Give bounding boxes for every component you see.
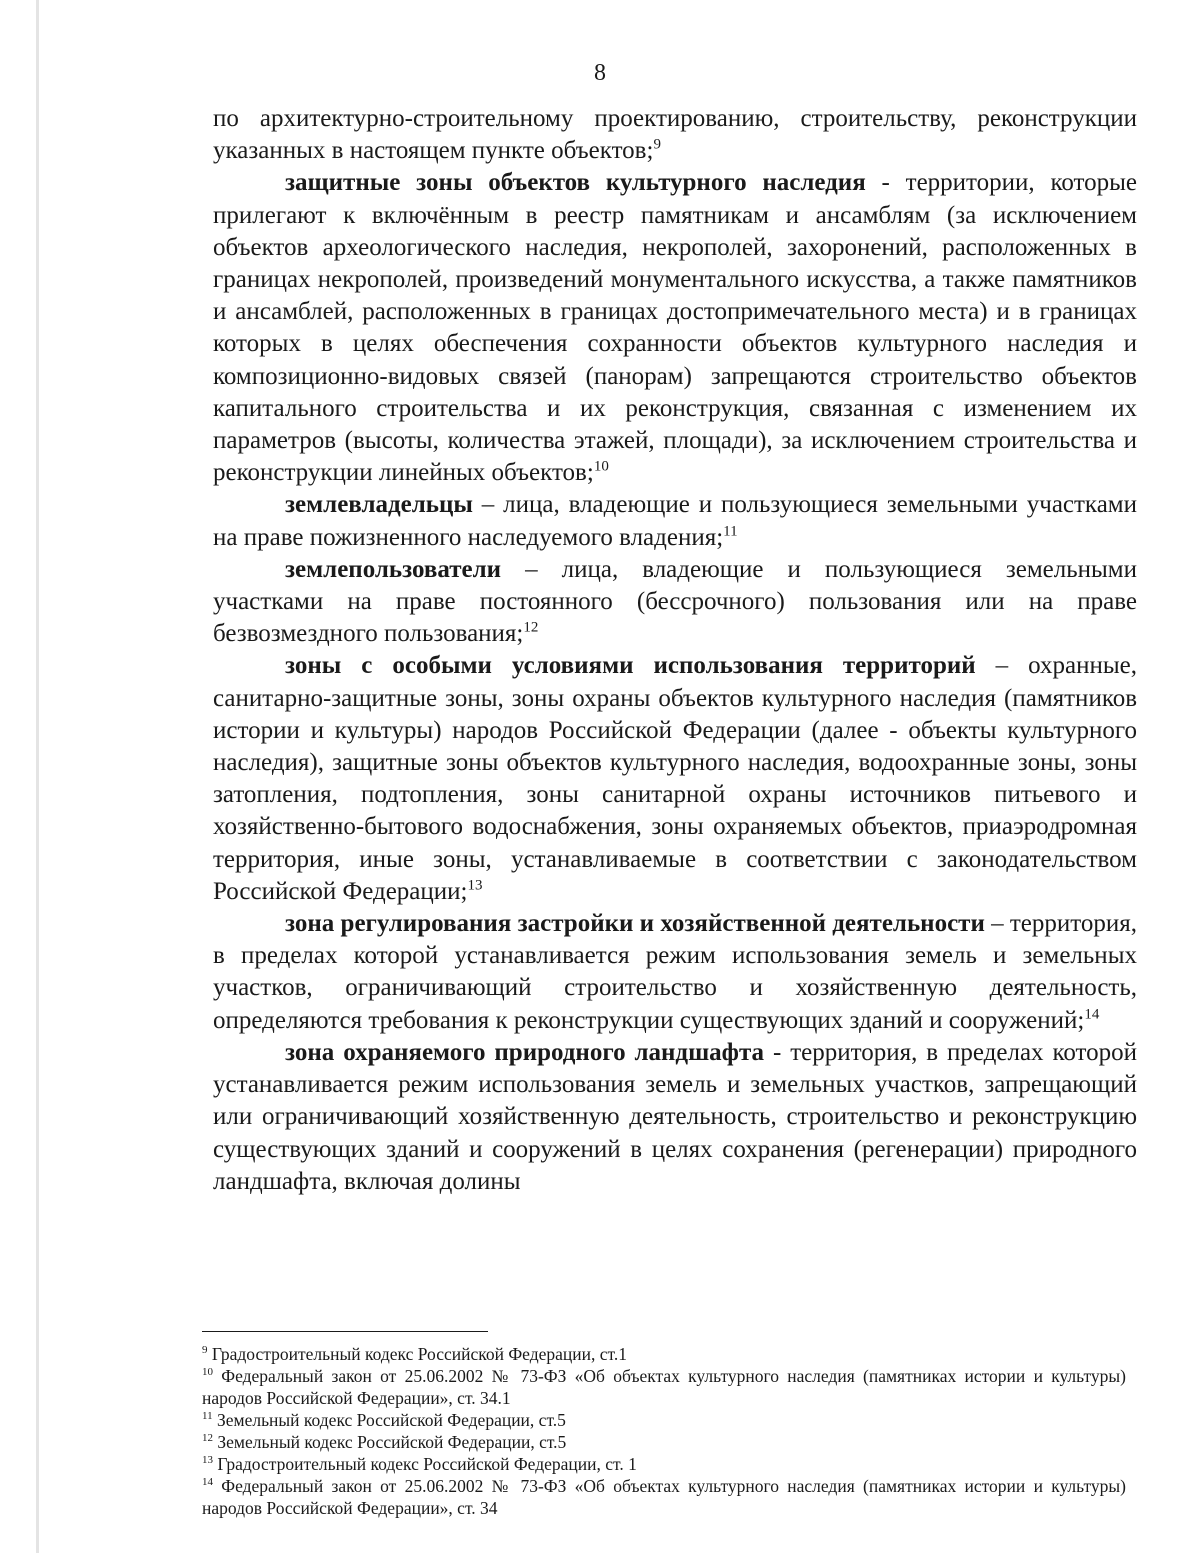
footnote-text: Федеральный закон от 25.06.2002 № 73-ФЗ «Об объектах культурного наследия (памятниках истории и культуры) народов Российской Федерации», ст. 34.1 bbox=[202, 1366, 1126, 1408]
footnotes bbox=[202, 1343, 1126, 1519]
paragraph-text: по архитектурно-строительному проектированию, строительству, реконструкции указанных в настоящем пункте объектов; bbox=[213, 105, 1137, 165]
footnote-text: Земельный кодекс Российской Федерации, ст.5 bbox=[212, 1410, 566, 1430]
footnote-text: Градостроительный кодекс Российской Федерации, ст. 1 bbox=[213, 1454, 637, 1474]
defined-term: зона охраняемого природного ландшафта bbox=[285, 1038, 765, 1066]
definition-paragraph bbox=[213, 908, 1137, 1037]
footnote-mark: 11 bbox=[202, 1410, 213, 1423]
definition-text: – лица, владеющие и пользующиеся земельными участками на праве постоянного (бессрочного) пользования или на праве безвозмездного пользования; bbox=[213, 555, 1137, 648]
page-number: 8 bbox=[594, 60, 606, 86]
footnote-ref: 12 bbox=[523, 619, 539, 636]
footnote bbox=[202, 1431, 1126, 1453]
definition-text: – территория, в пределах которой устанавливается режим использования земель и земельных участков, ограничивающий строительство и хозяйственную деятельность, определяются требования к реконструкции существующих зданий и сооружений; bbox=[213, 910, 1137, 1034]
footnote-ref: 10 bbox=[593, 458, 609, 475]
definition-text: – лица, владеющие и пользующиеся земельными участками на праве пожизненного наследуемого владения; bbox=[213, 491, 1137, 551]
defined-term: зоны с особыми условиями использования территорий bbox=[285, 652, 976, 680]
definition-text: – охранные, санитарно-защитные зоны, зоны охраны объектов культурного наследия (памятников истории и культуры) народов Российской Федерации (далее - объекты культурного наследия), защитные зоны объектов культурного наследия, водоохранные зоны, зоны затопления, подтопления, зоны санитарной охраны источников питьевого и хозяйственно-бытового водоснабжения, зоны охраняемых объектов, приаэродромная территория, иные зоны, устанавливаемые в соответствии с законодательством Российской Федерации; bbox=[213, 652, 1138, 905]
footnote-mark: 13 bbox=[202, 1454, 213, 1467]
footnote-ref: 11 bbox=[723, 523, 738, 540]
footnote-text: Градостроительный кодекс Российской Федерации, ст.1 bbox=[207, 1344, 627, 1364]
definition-paragraph bbox=[213, 1037, 1137, 1198]
footnote-mark: 12 bbox=[202, 1432, 213, 1445]
footnote-mark: 14 bbox=[202, 1476, 213, 1489]
footnote bbox=[202, 1475, 1126, 1519]
footnote bbox=[202, 1343, 1126, 1365]
definition-paragraph bbox=[213, 489, 1137, 553]
defined-term: землевладельцы bbox=[285, 491, 473, 519]
paragraph-continuation bbox=[213, 103, 1137, 167]
footnote-ref: 14 bbox=[1084, 1006, 1100, 1023]
defined-term: зона регулирования застройки и хозяйственной деятельности bbox=[285, 910, 985, 938]
footnote-text: Земельный кодекс Российской Федерации, ст.5 bbox=[213, 1432, 567, 1452]
definition-text: - территории, которые прилегают к включённым в реестр памятникам и ансамблям (за исключением объектов археологического наследия, некрополей, захоронений, расположенных в границах некрополей, произведений монументального искусства, а также памятников и ансамблей, расположенных в границах достопримечательного места) и в границах которых в целях обеспечения сохранности объектов культурного наследия и композиционно-видовых связей (панорам) запрещаются строительство объектов капитального строительства и их реконструкция, связанная с изменением их параметров (высоты, количества этажей, площади), за исключением строительства и реконструкции линейных объектов; bbox=[213, 169, 1137, 487]
footnote bbox=[202, 1453, 1126, 1475]
scan-edge-line bbox=[36, 0, 39, 1553]
definition-paragraph bbox=[213, 167, 1137, 489]
definition-paragraph bbox=[213, 554, 1137, 651]
footnote-mark: 9 bbox=[202, 1344, 208, 1357]
defined-term: землепользователи bbox=[285, 555, 502, 583]
main-text bbox=[213, 103, 1137, 1198]
footnote-separator bbox=[202, 1331, 488, 1332]
footnote-ref: 13 bbox=[467, 877, 483, 894]
definition-text: - территория, в пределах которой устанавливается режим использования земель и земельных участков, запрещающий или ограничивающий хозяйственную деятельность, строительство и реконструкцию существующих зданий и сооружений в целях сохранения (регенерации) природного ландшафта, включая долины bbox=[213, 1038, 1137, 1195]
definition-paragraph bbox=[213, 650, 1137, 908]
footnote-mark: 10 bbox=[202, 1366, 213, 1379]
footnote bbox=[202, 1365, 1126, 1409]
footnote-ref: 9 bbox=[653, 136, 661, 153]
footnote bbox=[202, 1409, 1126, 1431]
footnote-text: Федеральный закон от 25.06.2002 № 73-ФЗ «Об объектах культурного наследия (памятниках истории и культуры) народов Российской Федерации», ст. 34 bbox=[202, 1476, 1126, 1518]
defined-term: защитные зоны объектов культурного наследия bbox=[285, 169, 866, 197]
